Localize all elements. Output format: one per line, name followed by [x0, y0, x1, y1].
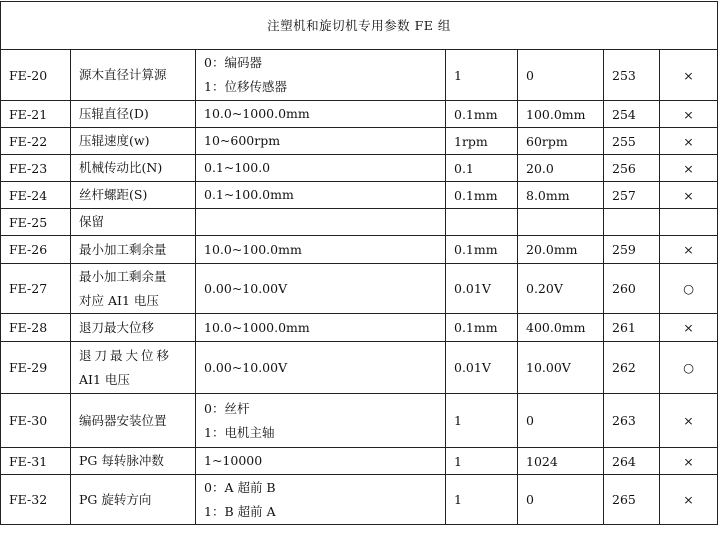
param-address: 254	[604, 101, 660, 128]
param-range-line: 1：电机主轴	[204, 424, 275, 440]
param-default: 20.0	[518, 155, 604, 182]
param-range-line: 0：编码器	[204, 55, 262, 70]
param-address: 255	[604, 128, 660, 155]
param-unit: 1	[446, 394, 518, 448]
param-name-line: 源木直径计算源	[79, 67, 167, 82]
param-range	[196, 236, 446, 264]
param-name	[71, 342, 196, 394]
param-name-line: 最小加工剩余量	[79, 241, 167, 257]
param-unit: 1	[446, 475, 518, 525]
param-modifiable-mark: ○	[660, 342, 718, 394]
param-code: FE-23	[1, 155, 71, 182]
param-range	[196, 314, 446, 342]
param-name	[71, 236, 196, 264]
param-modifiable-mark: ×	[660, 155, 718, 182]
param-name-line: 机械传动比(N)	[79, 160, 163, 175]
param-range	[196, 394, 446, 448]
param-code: FE-22	[1, 128, 71, 155]
param-modifiable-mark: ×	[660, 448, 718, 475]
param-range	[196, 342, 446, 394]
param-unit: 0.1mm	[446, 314, 518, 342]
param-range	[196, 128, 446, 155]
param-range-line: 0：A 超前 B	[204, 479, 276, 495]
param-code: FE-27	[1, 264, 71, 314]
param-name	[71, 50, 196, 101]
param-code: FE-30	[1, 394, 71, 448]
param-modifiable-mark: ×	[660, 182, 718, 209]
param-modifiable-mark: ×	[660, 475, 718, 525]
table-row	[1, 128, 718, 155]
title-row	[1, 2, 718, 50]
param-modifiable-mark	[660, 209, 718, 236]
table-row	[1, 236, 718, 264]
param-range	[196, 209, 446, 236]
param-unit: 0.1mm	[446, 101, 518, 128]
param-code: FE-25	[1, 209, 71, 236]
param-range-line: 1：位移传感器	[204, 79, 287, 94]
param-name	[71, 314, 196, 342]
param-name	[71, 394, 196, 448]
param-range-line: 10.0~100.0mm	[204, 241, 302, 257]
table-row	[1, 155, 718, 182]
table-row	[1, 101, 718, 128]
param-modifiable-mark: ×	[660, 394, 718, 448]
param-code: FE-29	[1, 342, 71, 394]
param-default: 8.0mm	[518, 182, 604, 209]
param-range-line: 1：B 超前 A	[204, 503, 276, 519]
table-row	[1, 50, 718, 101]
param-modifiable-mark: ×	[660, 128, 718, 155]
param-range	[196, 264, 446, 314]
param-default: 0	[518, 50, 604, 101]
param-range-line: 1~10000	[204, 453, 263, 468]
param-unit	[446, 209, 518, 236]
param-default	[518, 209, 604, 236]
param-name	[71, 128, 196, 155]
table-row	[1, 475, 718, 525]
param-name	[71, 182, 196, 209]
param-address: 264	[604, 448, 660, 475]
param-range-line: 10.0~1000.0mm	[204, 106, 310, 121]
param-name	[71, 155, 196, 182]
param-unit: 1rpm	[446, 128, 518, 155]
param-address: 260	[604, 264, 660, 314]
param-address: 263	[604, 394, 660, 448]
param-address: 257	[604, 182, 660, 209]
param-default: 0	[518, 475, 604, 525]
param-name	[71, 209, 196, 236]
param-code: FE-24	[1, 182, 71, 209]
param-modifiable-mark: ×	[660, 236, 718, 264]
fe-parameter-table	[0, 1, 718, 525]
param-name-line: 压辊速度(w)	[79, 133, 150, 148]
param-name	[71, 264, 196, 314]
param-default: 1024	[518, 448, 604, 475]
param-range-line: 10.0~1000.0mm	[204, 319, 310, 335]
param-range	[196, 155, 446, 182]
table-row	[1, 314, 718, 342]
param-name-line: 退刀最大位移	[79, 319, 155, 335]
param-name-line: 编码器安装位置	[79, 412, 167, 428]
param-name-line: 退刀最大位移	[79, 347, 173, 363]
param-code: FE-20	[1, 50, 71, 101]
param-address: 256	[604, 155, 660, 182]
param-range-line: 0.1~100.0mm	[204, 187, 294, 202]
param-name-line: PG 每转脉冲数	[79, 453, 164, 468]
param-range-line: 0：丝杆	[204, 400, 250, 416]
param-name-line: AI1 电压	[79, 371, 130, 387]
param-name	[71, 448, 196, 475]
table-row	[1, 448, 718, 475]
param-range-line: 0.1~100.0	[204, 160, 271, 175]
param-modifiable-mark: ○	[660, 264, 718, 314]
table-title: 注塑机和旋切机专用参数 FE 组	[1, 2, 718, 50]
param-unit: 0.1	[446, 155, 518, 182]
param-unit: 0.1mm	[446, 236, 518, 264]
table-row	[1, 394, 718, 448]
param-range	[196, 475, 446, 525]
param-name-line: 压辊直径(D)	[79, 106, 149, 121]
param-name	[71, 101, 196, 128]
table-row	[1, 182, 718, 209]
param-default: 10.00V	[518, 342, 604, 394]
param-default: 0	[518, 394, 604, 448]
param-modifiable-mark: ×	[660, 314, 718, 342]
param-range-line: 0.00~10.00V	[204, 280, 288, 296]
param-default: 0.20V	[518, 264, 604, 314]
param-default: 400.0mm	[518, 314, 604, 342]
param-range	[196, 101, 446, 128]
param-default: 100.0mm	[518, 101, 604, 128]
param-address: 253	[604, 50, 660, 101]
param-address: 259	[604, 236, 660, 264]
param-range	[196, 182, 446, 209]
param-address: 262	[604, 342, 660, 394]
table-row	[1, 342, 718, 394]
param-range-line: 10~600rpm	[204, 133, 281, 148]
param-range	[196, 50, 446, 101]
param-default: 60rpm	[518, 128, 604, 155]
param-address: 265	[604, 475, 660, 525]
table-row	[1, 209, 718, 236]
param-code: FE-28	[1, 314, 71, 342]
param-modifiable-mark: ×	[660, 101, 718, 128]
param-unit: 0.01V	[446, 264, 518, 314]
param-name-line: PG 旋转方向	[79, 491, 152, 507]
param-unit: 1	[446, 50, 518, 101]
param-code: FE-26	[1, 236, 71, 264]
param-modifiable-mark: ×	[660, 50, 718, 101]
param-name-line: 保留	[79, 214, 105, 229]
table-row	[1, 264, 718, 314]
param-name	[71, 475, 196, 525]
param-code: FE-31	[1, 448, 71, 475]
param-unit: 0.01V	[446, 342, 518, 394]
param-unit: 0.1mm	[446, 182, 518, 209]
param-range	[196, 448, 446, 475]
param-range-line: 0.00~10.00V	[204, 359, 288, 375]
param-name-line: 最小加工剩余量	[79, 268, 167, 284]
param-address: 261	[604, 314, 660, 342]
param-default: 20.0mm	[518, 236, 604, 264]
param-name-line: 丝杆螺距(S)	[79, 187, 148, 202]
param-unit: 1	[446, 448, 518, 475]
param-code: FE-21	[1, 101, 71, 128]
param-code: FE-32	[1, 475, 71, 525]
param-address	[604, 209, 660, 236]
param-name-line: 对应 AI1 电压	[79, 292, 159, 308]
